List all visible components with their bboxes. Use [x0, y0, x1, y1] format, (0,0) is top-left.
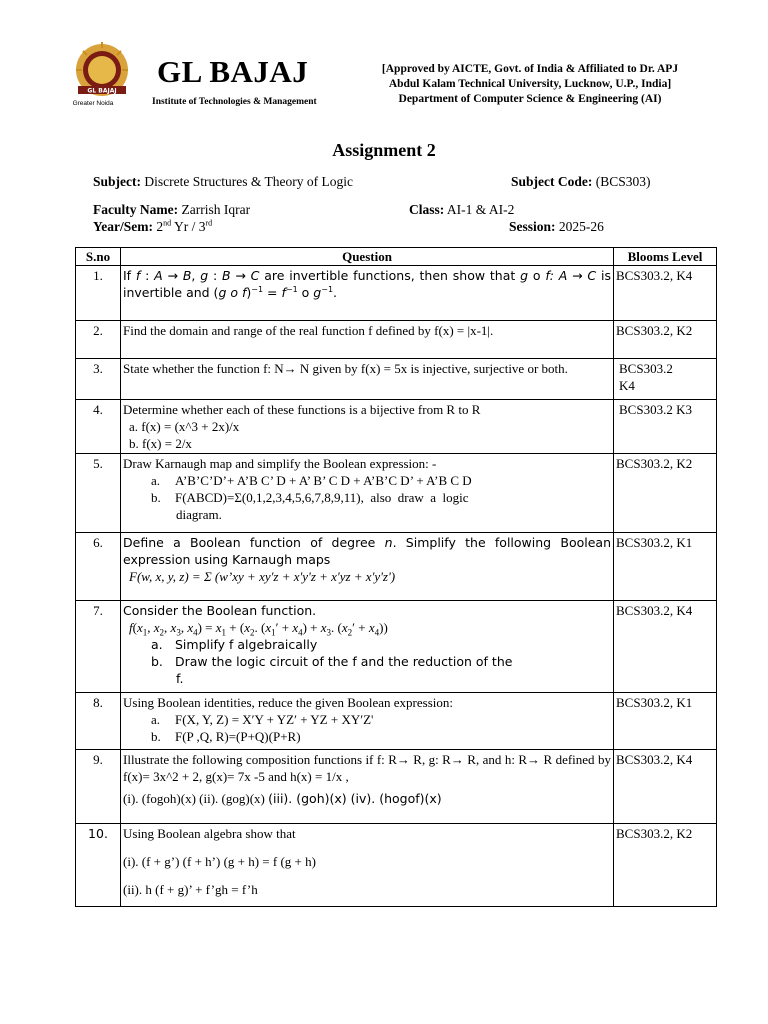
item-label: b.: [151, 729, 161, 744]
faculty-field: [93, 202, 250, 218]
row-sno: 4.: [76, 400, 121, 454]
row-sno: 5.: [76, 454, 121, 533]
blooms-line: K4: [619, 378, 635, 393]
row-question: Find the domain and range of the real function f defined by f(x) = |x-1|.: [121, 321, 614, 359]
question-item: a. A’B’C’D’+ A’B C’ D + A’ B’ C D + A’B’C D’ + A’B C D: [151, 473, 472, 488]
subject-value: Discrete Structures & Theory of Logic: [144, 174, 353, 189]
question-item: diagram.: [176, 507, 222, 522]
item-label: b.: [151, 654, 163, 669]
row-blooms-level: BCS303.2, K4: [614, 601, 717, 693]
question-text: Using Boolean algebra show that: [123, 826, 296, 841]
col-header-question: Question: [121, 248, 614, 266]
row-question: [121, 824, 614, 907]
logo-caption: Greater Noida: [72, 100, 114, 107]
year-sem-field: [93, 219, 212, 235]
row-question: [121, 454, 614, 533]
question-item: b. Draw the logic circuit of the f and the reduction of the: [151, 654, 513, 669]
class-value: AI-1 & AI-2: [446, 202, 515, 217]
row-blooms-level: BCS303.2, K1: [614, 693, 717, 750]
row-blooms-level: BCS303.2, K2: [614, 824, 717, 907]
year-word: Yr / 3: [173, 219, 206, 234]
year-num: 2: [156, 219, 164, 234]
row-sno: 9.: [76, 750, 121, 824]
question-text: Draw Karnaugh map and simplify the Boolean expression: -: [123, 456, 437, 471]
table-row: [76, 266, 717, 321]
session-label: Session:: [509, 219, 556, 234]
row-sno: 1.: [76, 266, 121, 321]
row-sno: 8.: [76, 693, 121, 750]
subject-label: Subject:: [93, 174, 141, 189]
table-row: [76, 400, 717, 454]
row-question: [121, 533, 614, 601]
approval-line: [Approved by AICTE, Govt. of India & Affiliated to Dr. APJ: [381, 63, 679, 75]
table-row: [76, 359, 717, 400]
row-blooms-level: BCS303.2, K2: [614, 454, 717, 533]
col-header-sno: S.no: [76, 248, 121, 266]
question-text: Illustrate the following composition functions if f: R→ R, g: R→ R, and h: R→ R defined by f(x)= 3x^2 + 2, g(x)= 7x -5 and h(x) = 1/x ,: [123, 752, 611, 784]
question-line: (i). (fogoh)(x) (ii). (gog)(x) (iii). (goh)(x) (iv). (hogof)(x): [123, 791, 442, 806]
row-sno: 6.: [76, 533, 121, 601]
row-blooms-level: BCS303.2, K1: [614, 533, 717, 601]
approval-block: [355, 62, 705, 107]
class-label: Class:: [409, 202, 445, 217]
item-label: a.: [151, 637, 163, 652]
row-question: State whether the function f: N→ N given by f(x) = 5x is injective, surjective or both.: [121, 359, 614, 400]
question-item: b. F(P ,Q, R)=(P+Q)(P+R): [151, 729, 301, 744]
question-item: (i). (f + g’) (f + h’) (g + h) = f (g + h): [123, 854, 316, 869]
blooms-line: BCS303.2: [619, 361, 673, 376]
department-line: Department of Computer Science & Engineering (AI): [398, 93, 662, 105]
question-item: f.: [176, 671, 184, 686]
year-sem-label: Year/Sem:: [93, 219, 153, 234]
row-blooms-level: [614, 359, 717, 400]
table-row: [76, 454, 717, 533]
question-text: Define a Boolean function of degree n. Simplify the following Boolean expression using Karnaugh maps: [123, 535, 611, 567]
question-item: a. Simplify f algebraically: [151, 637, 318, 652]
question-item: a. F(X, Y, Z) = X′Y + YZ′ + YZ + XY′Z': [151, 712, 374, 727]
question-item: b. F(ABCD)=Σ(0,1,2,3,4,5,6,7,8,9,11), also draw a logic: [151, 490, 469, 505]
subject-code-value: (BCS303): [595, 174, 651, 189]
row-sno: 3.: [76, 359, 121, 400]
row-question: [121, 750, 614, 824]
row-question: [121, 693, 614, 750]
item-label: b.: [151, 490, 161, 505]
faculty-label: Faculty Name:: [93, 202, 179, 217]
question-text: Determine whether each of these functions is a bijective from R to R: [123, 402, 481, 417]
item-label: a.: [151, 473, 161, 488]
college-subtitle: Institute of Technologies & Management: [152, 97, 317, 107]
table-header-row: [76, 248, 717, 266]
session-value: 2025-26: [558, 219, 604, 234]
subject-code-field: [511, 174, 651, 190]
row-sno: 10.: [76, 824, 121, 907]
question-item: a. f(x) = (x^3 + 2x)/x: [129, 419, 240, 434]
session-field: [509, 219, 604, 235]
table-row: [76, 750, 717, 824]
row-question: [121, 400, 614, 454]
question-text: Consider the Boolean function.: [123, 603, 317, 618]
faculty-value: Zarrish Iqrar: [181, 202, 251, 217]
row-sno: 7.: [76, 601, 121, 693]
questions-table: [75, 247, 717, 907]
class-field: [409, 202, 514, 218]
col-header-blooms: Blooms Level: [614, 248, 717, 266]
question-expression: F(w, x, y, z) = Σ (w’xy + xy'z + x'y'z + x'yz + x'y'z'): [129, 569, 396, 584]
row-blooms-level: BCS303.2 K3: [614, 400, 717, 454]
table-row: [76, 321, 717, 359]
logo-text: GL BAJAJ: [87, 87, 117, 95]
table-row: [76, 533, 717, 601]
question-item: (ii). h (f + g)’ + f’gh = f’h: [123, 882, 258, 897]
table-row: [76, 693, 717, 750]
row-sno: 2.: [76, 321, 121, 359]
question-text: Using Boolean identities, reduce the given Boolean expression:: [123, 695, 453, 710]
table-row: [76, 824, 717, 907]
table-row: [76, 601, 717, 693]
college-name: GL BAJAJ: [157, 54, 309, 89]
approval-line: Abdul Kalam Technical University, Lucknow, U.P., India]: [388, 78, 672, 90]
row-blooms-level: BCS303.2, K2: [614, 321, 717, 359]
row-question: If f : A → B, g : B → C are invertible functions, then show that g o f: A → C is invertible and (g o $f)^{-1} = f^{-1}$ o $g^{-1}$.: [121, 266, 614, 321]
question-item: b. f(x) = 2/x: [129, 436, 192, 451]
row-blooms-level: BCS303.2, K4: [614, 266, 717, 321]
item-label: a.: [151, 712, 161, 727]
question-expression: $f(x_1$, $x_2$, $x_3$, $x_4) = x_1 + (x_2$. $(x_1' + x_4) + x_3$. $(x_2' + x_4)$): [129, 620, 388, 638]
year-sup: nd: [163, 218, 172, 228]
row-blooms-level: BCS303.2, K4: [614, 750, 717, 824]
row-question: [121, 601, 614, 693]
page-title: Assignment 2: [332, 140, 436, 160]
subject-code-label: Subject Code:: [511, 174, 593, 189]
subject-field: [93, 174, 353, 190]
sem-sup: rd: [205, 218, 213, 228]
